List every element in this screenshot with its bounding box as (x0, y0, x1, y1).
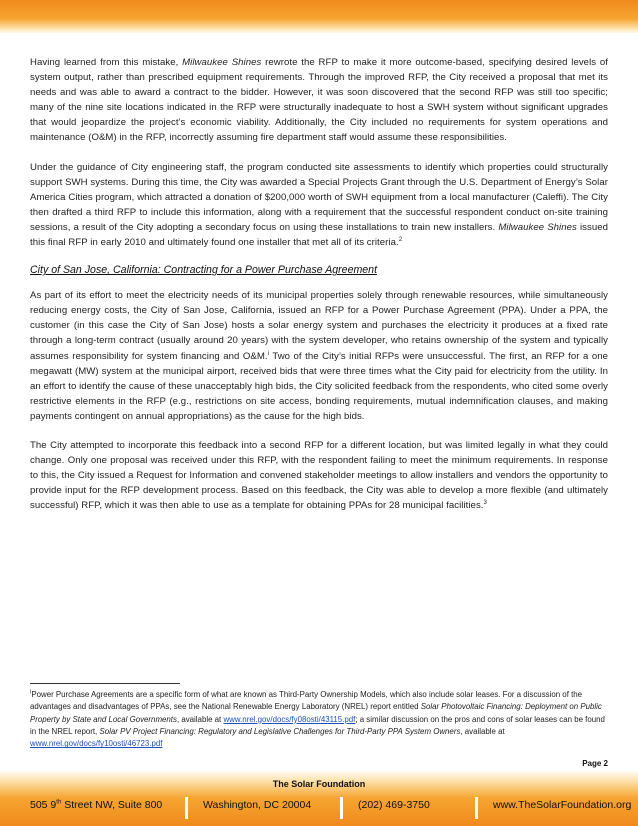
footer-address: 505 9th Street NW, Suite 800 (30, 799, 163, 811)
header-band (0, 0, 638, 34)
footer-city: Washington, DC 20004 (203, 799, 312, 811)
foundation-name: The Solar Foundation (272, 779, 366, 789)
footnote-marker: i (30, 689, 32, 696)
footer-contact-row (0, 797, 638, 817)
footer-band (0, 770, 638, 826)
paragraph-second-rfp: The City attempted to incorporate this feedback into a second RFP for a different location, but was limited legally in what they could change. Only one proposal was received under this RFP, with the respondent failing to meet the minimum requirements. In response to this, the City issued a Request for Information and convened stakeholder meetings to allow installers and vendors the opportunity to provide input for the RFP development process. Based on this feedback, the City was able to develop a more flexible (and ultimately successful) RFP, which it was then able to use as a template for obtaining PPAs for 28 municipal facilities.$^3$ (30, 439, 608, 512)
footnote-ref-i: i (267, 350, 269, 357)
footer-separator (185, 797, 188, 819)
nrel-link-43115[interactable]: www.nrel.gov/docs/fy08osti/43115.pdf (223, 714, 356, 724)
footnote-ref-2: 2 (398, 236, 403, 243)
footer-phone: (202) 469-3750 (358, 799, 430, 811)
paragraph-site-assessments: Under the guidance of City engineering staff, the program conducted site assessments to identify which properties could structurally support SWH systems. During this time, the City was awarded a Special Projects Grant through the U.S. Department of Energy’s Solar America Cities program, which attracted a donation of $200,000 worth of SWH equipment from a local manufacturer (Caleffi). The City then drafted a third RFP to include this information, along with a requirement that the successful respondent conduct on-site training sessions, a result of the City adopting a secondary focus on using these installations to train new installers. Milwaukee Shines issued this final RFP in early 2010 and ultimately found one installer that met all of its criteria.$^2$ (30, 161, 608, 249)
footer-website[interactable]: www.TheSolarFoundation.org (493, 799, 632, 811)
nrel-link-46723[interactable]: www.nrel.gov/docs/fy10osti/46723.pdf (30, 739, 163, 749)
document-body (30, 55, 608, 527)
footnote-ref-3: 3 (483, 500, 487, 507)
footer-separator (340, 797, 343, 819)
footer-separator (475, 797, 478, 819)
footnote-divider (30, 683, 180, 684)
section-heading-san-jose: City of San Jose, California: Contracting for a Power Purchase Agreement (30, 264, 378, 277)
page-number: Page 2 (582, 759, 608, 768)
paragraph-san-jose-ppa: As part of its effort to meet the electricity needs of its municipal properties solely through renewable resources, while simultaneously reducing energy costs, the City of San Jose, California, issued an RFP for a Power Purchase Agreement (PPA). Under a PPA, the customer (in this case the City of San Jose) hosts a solar energy system and purchases the electricity it produces at a fixed rate through a long-term contract (usually around 20 years) with the system developer, who retains ownership of the system and typically assumes responsibility for system financing and O&M.$^i$ Two of the City’s initial RFPs were unsuccessful. The first, an RFP for a one megawatt (MW) system at the municipal airport, received bids that were three times what the City paid for electricity from the utility. In an effort to identify the cause of these unacceptably high bids, the City solicited feedback from the respondents, who cited some overly restrictive elements in the RFP (e.g., restrictions on site access, bonding requirements, mutual indemnification clauses, and making payments contingent on annual appropriations) as the cause for the high bids. (30, 290, 608, 422)
paragraph-milwaukee-rfp-revision: Having learned from this mistake, Milwaukee Shines rewrote the RFP to make it more outcome-based, specifying desired levels of system output, rather than prescribed equipment requirements. Through the improved RFP, the City received a proposal that met its needs and was able to award a contract to the bidder. However, it was soon discovered that the second RFP was still too specific; many of the nine site locations indicated in the RFP were structurally inadequate to host a SWH system without significant upgrades that would jeopardize the project’s economic viability. Additionally, the City included no requirements for system operations and maintenance (O&M) in the RFP, incorrectly assuming fire department staff would assume these responsibilities. (30, 57, 608, 144)
footnote: $^i$Power Purchase Agreements are a specific form of what are known as Third-Party Ownership Models, which also include solar leases. For a discussion of the advantages and disadvantages of PPAs, see the National Renewable Energy Laboratory (NREL) report entitled Solar Photovoltaic Financing: Deployment on Public Property by State and Local Governments, available at www.nrel.gov/docs/fy08osti/43115.pdf; a similar discussion on the pros and cons of solar leases can be found in the NREL report, Solar PV Project Financing: Regulatory and Legislative Challenges for Third-Party PPA System Owners, available at www.nrel.gov/docs/fy10osti/46723.pdf (30, 689, 605, 749)
